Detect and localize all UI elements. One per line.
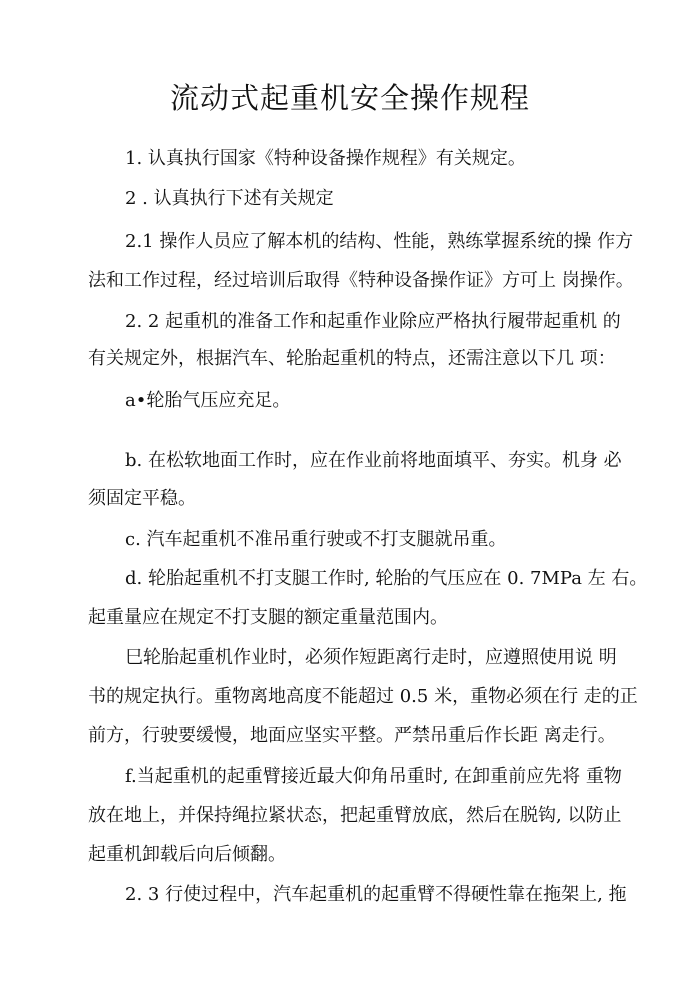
item-e-line-2: 书的规定执行。重物离地高度不能超过 0.5 米，重物必须在行 走的正: [88, 686, 638, 707]
item-b-line-2: 须固定平稳。: [88, 488, 196, 509]
item-f-line-1: f.当起重机的起重臂接近最大仰角吊重时, 在卸重前应先将 重物: [125, 766, 622, 787]
clause-2-2-line-2: 有关规定外，根据汽车、轮胎起重机的特点，还需注意以下几 项：: [88, 348, 616, 369]
clause-2-1-line-1: 2.1 操作人员应了解本机的结构、性能，熟练掌握系统的操 作方: [125, 231, 634, 252]
item-e-line-3: 前方，行驶要缓慢，地面应坚实平整。严禁吊重后作长距 离走行。: [88, 725, 616, 746]
clause-1: 1. 认真执行国家《特种设备操作规程》有关规定。: [125, 148, 526, 169]
clause-2: 2 . 认真执行下述有关规定: [125, 188, 334, 209]
clause-2-2-line-1: 2. 2 起重机的准备工作和起重作业除应严格执行履带起重机 的: [125, 311, 621, 332]
item-f-line-3: 起重机卸载后向后倾翻。: [88, 844, 286, 865]
clause-2-3-line-1: 2. 3 行使过程中，汽车起重机的起重臂不得硬性靠在拖架上, 拖: [125, 884, 627, 905]
item-b-line-1: b. 在松软地面工作时，应在作业前将地面填平、夯实。机身 必: [125, 450, 622, 471]
item-f-line-2: 放在地上，并保持绳拉紧状态，把起重臂放底，然后在脱钩, 以防止: [88, 805, 622, 826]
item-d-line-2: 起重量应在规定不打支腿的额定重量范围内。: [88, 607, 448, 628]
item-d-line-1: d. 轮胎起重机不打支腿工作时, 轮胎的气压应在 0. 7MPa 左 右。: [125, 568, 648, 589]
page-title: 流动式起重机安全操作规程: [169, 81, 530, 115]
item-e-line-1: 巳轮胎起重机作业时，必须作短距离行走时，应遵照使用说 明: [125, 647, 617, 668]
item-c: c. 汽车起重机不准吊重行驶或不打支腿就吊重。: [125, 529, 507, 550]
clause-2-1-line-2: 法和工作过程，经过培训后取得《特种设备操作证》方可上 岗操作。: [88, 270, 634, 291]
item-a: a•轮胎气压应充足。: [125, 390, 291, 411]
